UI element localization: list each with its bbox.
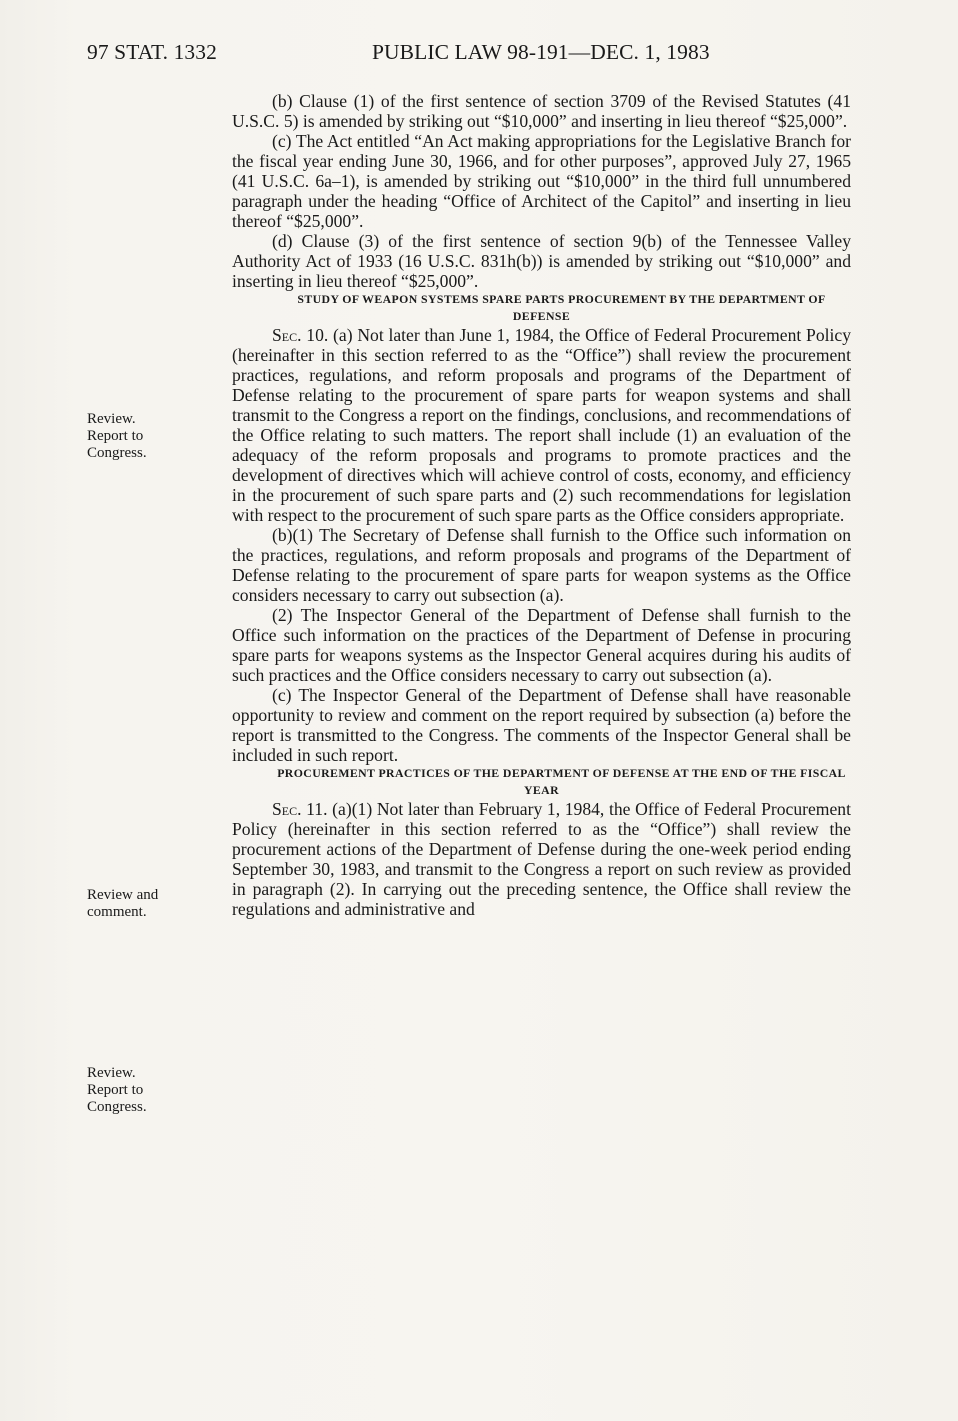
margin-note-line: Report to [87,428,144,444]
paragraph-c: (c) The Act entitled “An Act making appropriations for the Legislative Branch for the fiscal year ending June 30, 1966, and for other purposes”, approved July 27, 1965 (41 U.S.C. 6a–1), is amended by striking out “$10,000” in the third full unnumbered paragraph under the heading “Office of Architect of the Capitol” and inserting in lieu thereof “$25,000”. [232,131,851,231]
margin-note-line: Report to [87,1082,144,1098]
paragraph-b: (b) Clause (1) of the first sentence of section 3709 of the Revised Statutes (41 U.S.C. 5) is amended by striking out “$10,000” and inserting in lieu thereof “$25,000”. [232,91,851,131]
margin-note-line: Congress. [87,1099,147,1115]
margin-note-review-comment [87,887,197,921]
margin-note-line: comment. [87,904,147,920]
margin-note-line: Review and [87,887,159,903]
margin-note-line: Review. [87,411,136,427]
page-header [87,40,858,70]
margin-note-review-report-2 [87,1065,197,1116]
sec10-paragraph-b2: (2) The Inspector General of the Department of Defense shall furnish to the Office such information on the practices of the Department of Defense in procuring spare parts for weapons systems as the Inspector General acquires during his audits of such practices and the Office considers necessary to carry out subsection (a). [232,605,851,685]
margin-note-line: Congress. [87,445,147,461]
section-heading-fiscal-year-end: PROCUREMENT PRACTICES OF THE DEPARTMENT OF DEFENSE AT THE END OF THE FISCAL YEAR [277,766,846,797]
law-text-body [232,91,851,919]
paragraph-d: (d) Clause (3) of the first sentence of section 9(b) of the Tennessee Valley Authority Act of 1933 (16 U.S.C. 831h(b)) is amended by striking out “$10,000” and inserting in lieu thereof “$25,000”. [232,231,851,291]
sec11-paragraph-a [232,799,851,919]
public-law-title: PUBLIC LAW 98-191—DEC. 1, 1983 [372,40,710,64]
section-number: Sec. 11. [272,799,328,819]
stat-page-number: 97 STAT. 1332 [87,40,217,64]
sec10-paragraph-b1: (b)(1) The Secretary of Defense shall furnish to the Office such information on the practices, regulations, and reform proposals and programs of the Department of Defense relating to the procurement of spare parts for weapon systems as the Office considers necessary to carry out subsection (a). [232,525,851,605]
sec10-a-text: (a) Not later than June 1, 1984, the Office of Federal Procurement Policy (hereinafter in this section referred to as the “Office”) shall review the procurement practices, regulations, and reform proposals and programs of the Department of Defense relating to the procurement of spare parts for weapon systems and shall transmit to the Congress a report on the findings, conclusions, and recommendations of the Office relating to such matters. The report shall include (1) an evaluation of the adequacy of the reform proposals and programs to promote practices and the development of directives which will achieve control of costs, economy, and efficiency in the procurement of such spare parts and (2) such recommendations for legislation with respect to the procurement of such spare parts as the Office considers appropriate. [232,325,851,525]
sec11-a-text: (a)(1) Not later than February 1, 1984, the Office of Federal Procurement Policy (hereinafter in this section referred to as the “Office”) shall review the procurement actions of the Department of Defense during the one-week period ending September 30, 1983, and transmit to the Congress a report on such review as provided in paragraph (2). In carrying out the preceding sentence, the Office shall review the regulations and administrative and [232,799,851,919]
margin-note-line: Review. [87,1065,136,1081]
sec10-paragraph-c: (c) The Inspector General of the Department of Defense shall have reasonable opportunity to review and comment on the report required by subsection (a) before the report is transmitted to the Congress. The comments of the Inspector General shall be included in such report. [232,685,851,765]
section-heading-spare-parts-study: STUDY OF WEAPON SYSTEMS SPARE PARTS PROCUREMENT BY THE DEPARTMENT OF DEFENSE [297,292,826,323]
margin-note-review-report [87,411,197,462]
sec10-paragraph-a [232,325,851,525]
section-number: Sec. 10. [272,325,329,345]
